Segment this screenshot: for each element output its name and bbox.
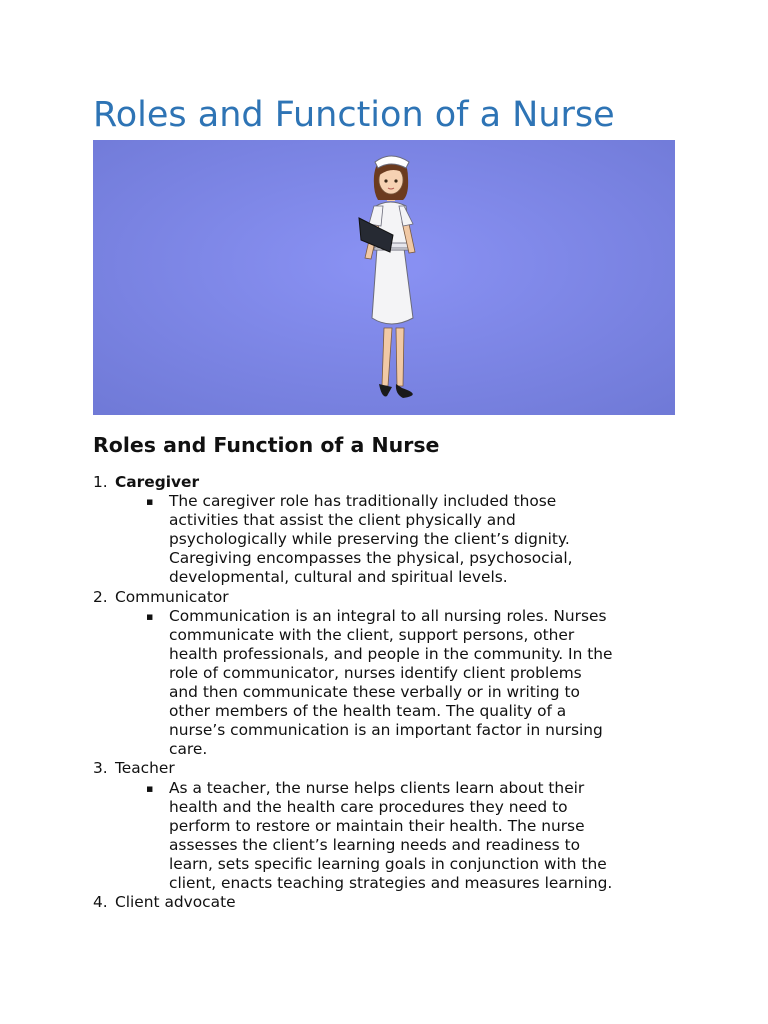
role-item-caregiver: [93, 473, 688, 588]
role-number: 1.: [93, 473, 108, 491]
role-name: Communicator: [115, 587, 229, 606]
description-line: The caregiver role has traditionally included those: [169, 492, 557, 511]
bullet-icon: ▪: [146, 495, 154, 509]
description-line: health professionals, and people in the community. In the: [169, 644, 613, 663]
description-line: developmental, cultural and spiritual levels.: [169, 568, 508, 587]
role-number: 2.: [93, 587, 108, 606]
description-line: other members of the health team. The quality of a: [169, 702, 567, 721]
role-name: Teacher: [115, 759, 175, 778]
description-line: Communication is an integral to all nursing roles. Nurses: [169, 606, 607, 625]
role-name: Caregiver: [115, 473, 200, 491]
description-line: client, enacts teaching strategies and measures learning.: [169, 873, 613, 892]
role-item-client-advocate: [93, 893, 688, 912]
description-line: Caregiving encompasses the physical, psychosocial,: [169, 549, 573, 568]
role-description-list: [93, 492, 688, 587]
role-description: [93, 779, 688, 894]
hero-image: [93, 140, 675, 415]
role-name: Client advocate: [115, 893, 236, 912]
roles-list: [93, 473, 688, 912]
description-line: role of communicator, nurses identify client problems: [169, 663, 582, 682]
role-description: [93, 607, 688, 760]
description-line: perform to restore or maintain their health. The nurse: [169, 816, 585, 835]
bullet-icon: ▪: [146, 781, 154, 795]
page-title: Roles and Function of a Nurse: [93, 95, 615, 135]
role-number: 4.: [93, 893, 108, 912]
description-line: and then communicate these verbally or in writing to: [169, 683, 580, 702]
role-item-teacher: [93, 759, 688, 893]
role-description-list: [93, 607, 688, 760]
description-line: communicate with the client, support persons, other: [169, 625, 575, 644]
description-line: psychologically while preserving the client’s dignity.: [169, 530, 570, 549]
description-line: activities that assist the client physically and: [169, 511, 516, 530]
role-item-communicator: [93, 588, 688, 760]
role-description-list: [93, 779, 688, 894]
section-heading: Roles and Function of a Nurse: [93, 433, 440, 457]
description-line: nurse’s communication is an important factor in nursing: [169, 721, 603, 740]
description-line: As a teacher, the nurse helps clients learn about their: [169, 778, 585, 797]
role-number: 3.: [93, 759, 108, 778]
description-line: health and the health care procedures they need to: [169, 797, 568, 816]
description-line: learn, sets specific learning goals in conjunction with the: [169, 854, 607, 873]
role-description: [93, 492, 688, 587]
nurse-illustration-icon: [93, 140, 675, 415]
bullet-icon: ▪: [146, 609, 154, 623]
description-line: care.: [169, 740, 208, 759]
description-line: assesses the client’s learning needs and readiness to: [169, 835, 581, 854]
